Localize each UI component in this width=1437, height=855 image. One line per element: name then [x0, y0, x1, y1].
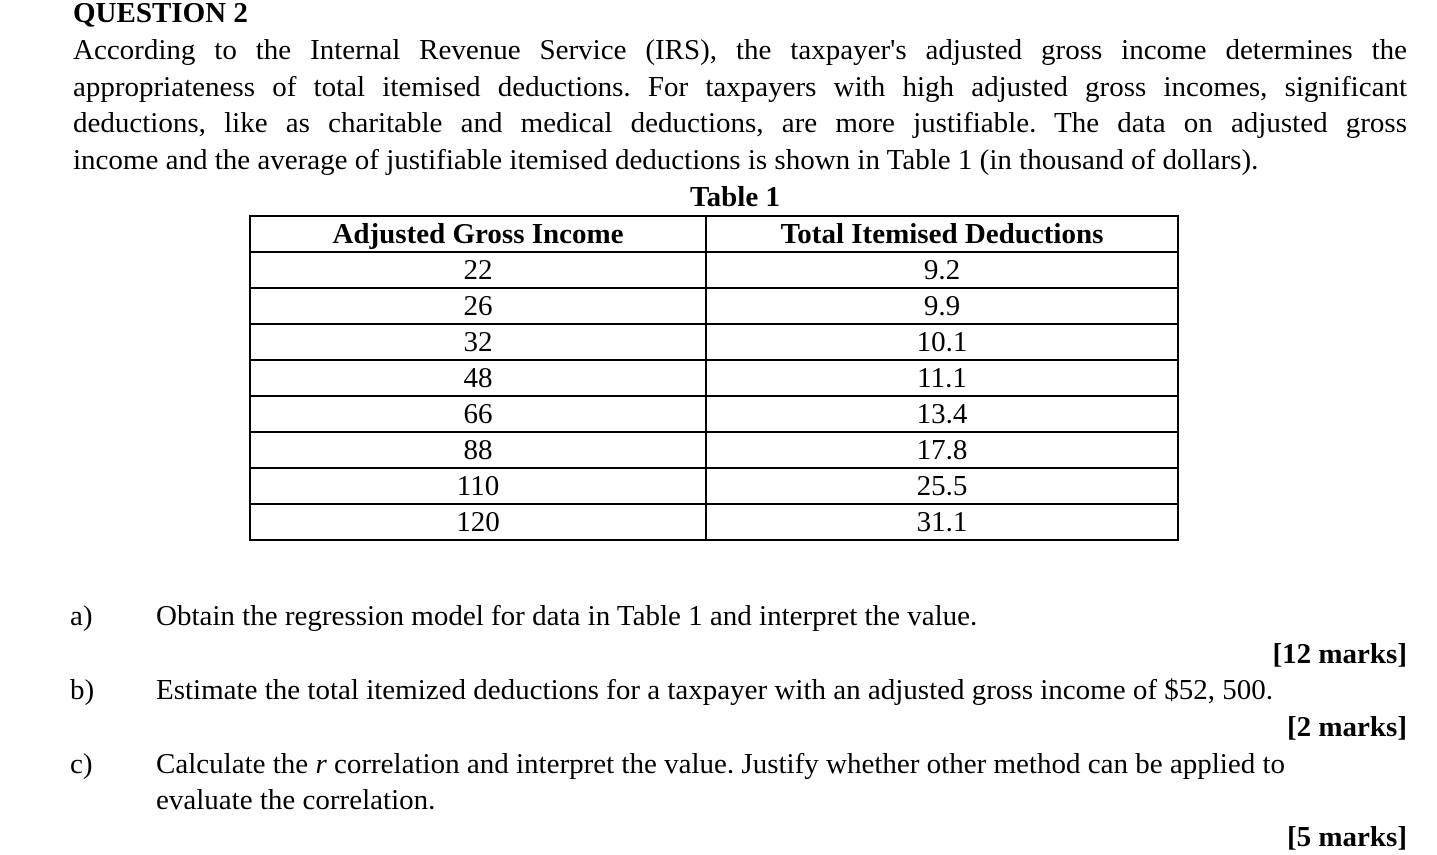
- part-c-r-symbol: r: [315, 748, 327, 780]
- part-b-marks: [2 marks]: [1286, 711, 1407, 743]
- intro-line: income and the average of justifiable itemised deductions is shown in Table 1 (in thousand of dollars).: [73, 143, 1259, 176]
- question-intro: [73, 32, 1407, 178]
- column-header-deductions: Total Itemised Deductions: [706, 216, 1178, 252]
- column-header-income: Adjusted Gross Income: [250, 216, 706, 252]
- part-c-marks: [5 marks]: [1286, 821, 1407, 853]
- deduction-cell: 10.1: [706, 324, 1178, 360]
- deduction-cell: 25.5: [706, 468, 1178, 504]
- deduction-cell: 13.4: [706, 396, 1178, 432]
- table-row: [250, 288, 1178, 324]
- intro-line: According to the Internal Revenue Service (IRS), the taxpayer's adjusted gross income determines the: [73, 34, 1407, 66]
- income-cell: 110: [250, 468, 706, 504]
- intro-line: deductions, like as charitable and medical deductions, are more justifiable. The data on adjusted gross: [73, 107, 1407, 139]
- income-cell: 32: [250, 324, 706, 360]
- table-row: [250, 504, 1178, 540]
- income-cell: 26: [250, 288, 706, 324]
- table-row: [250, 360, 1178, 396]
- part-c-text: [156, 746, 1408, 818]
- part-b-text: Estimate the total itemized deductions for a taxpayer with an adjusted gross income of $52, 500.: [156, 674, 1274, 706]
- income-cell: 22: [250, 252, 706, 288]
- table-row: [250, 252, 1178, 288]
- question-heading: QUESTION 2: [73, 0, 248, 29]
- part-c-label: c): [70, 748, 93, 780]
- income-cell: 66: [250, 396, 706, 432]
- income-cell: 120: [250, 504, 706, 540]
- part-b-label: b): [70, 674, 95, 706]
- table-row: [250, 432, 1178, 468]
- data-table: [249, 215, 1179, 541]
- part-c-text-line2: evaluate the correlation.: [156, 784, 436, 816]
- part-a-marks: [12 marks]: [1272, 638, 1407, 670]
- deduction-cell: 31.1: [706, 504, 1178, 540]
- deduction-cell: 9.2: [706, 252, 1178, 288]
- income-cell: 48: [250, 360, 706, 396]
- part-a-text: Obtain the regression model for data in Table 1 and interpret the value.: [156, 600, 978, 632]
- table-row: [250, 396, 1178, 432]
- part-c-text-after: correlation and interpret the value. Justify whether other method can be applied to: [326, 748, 1286, 780]
- table-header-row: [250, 216, 1178, 252]
- table-caption: Table 1: [690, 181, 780, 213]
- deduction-cell: 17.8: [706, 432, 1178, 468]
- deduction-cell: 9.9: [706, 288, 1178, 324]
- income-cell: 88: [250, 432, 706, 468]
- table-row: [250, 324, 1178, 360]
- part-c-text-before: Calculate the: [156, 748, 316, 780]
- part-a-label: a): [70, 600, 93, 632]
- deduction-cell: 11.1: [706, 360, 1178, 396]
- table-row: [250, 468, 1178, 504]
- intro-line: appropriateness of total itemised deductions. For taxpayers with high adjusted gross incomes, significant: [73, 70, 1407, 103]
